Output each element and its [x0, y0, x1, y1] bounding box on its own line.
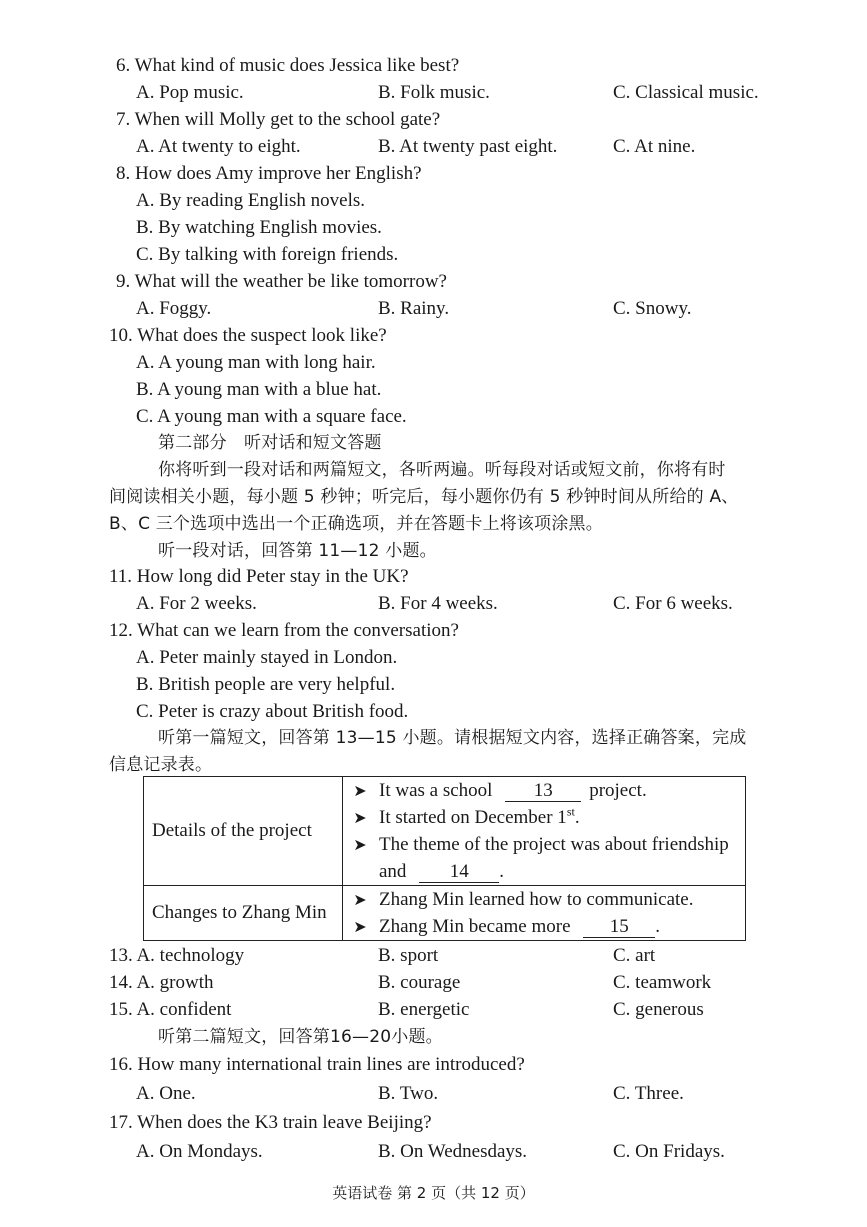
line-text: . — [499, 861, 504, 882]
question-6-stem: 6. What kind of music does Jessica like best? — [116, 55, 460, 76]
section-2-instructions-line-2: 间阅读相关小题，每小题 5 秒钟；听完后，每小题你仍有 5 秒钟时间从所给的 A、 — [109, 487, 739, 507]
question-14-option-c: C. teamwork — [613, 972, 712, 993]
question-6-option-c: C. Classical music. — [613, 82, 759, 103]
question-17-option-c: C. On Fridays. — [613, 1141, 725, 1162]
section-2-instructions-line-3: B、C 三个选项中选出一个正确选项，并在答题卡上将该项涂黑。 — [109, 514, 603, 534]
question-11-option-c: C. For 6 weeks. — [613, 593, 733, 614]
question-7-stem: 7. When will Molly get to the school gate? — [116, 109, 441, 130]
question-11-option-a: A. For 2 weeks. — [136, 593, 257, 614]
question-15-option-b: B. energetic — [378, 999, 470, 1020]
question-9-stem: 9. What will the weather be like tomorrow? — [116, 271, 447, 292]
question-8-stem: 8. How does Amy improve her English? — [116, 163, 422, 184]
arrowhead-bullet-icon: ➤ — [353, 808, 367, 827]
line-text: The theme of the project was about friendship — [379, 834, 729, 855]
question-12-option-c: C. Peter is crazy about British food. — [136, 701, 409, 722]
question-12-option-b: B. British people are very helpful. — [136, 674, 396, 695]
question-8-option-c: C. By talking with foreign friends. — [136, 244, 399, 265]
blank-15: 15 — [583, 917, 655, 938]
ordinal-suffix: st — [566, 804, 575, 819]
dialog-intro: 听一段对话，回答第 11—12 小题。 — [158, 541, 437, 561]
table-row — [144, 777, 746, 886]
question-13-option-a: 13. A. technology — [109, 945, 245, 966]
question-14-option-a: 14. A. growth — [109, 972, 214, 993]
question-7-option-a: A. At twenty to eight. — [136, 136, 301, 157]
question-8-option-a: A. By reading English novels. — [136, 190, 366, 211]
table-line — [343, 886, 745, 913]
question-8-option-b: B. By watching English movies. — [136, 217, 382, 238]
question-12-option-a: A. Peter mainly stayed in London. — [136, 647, 398, 668]
question-17-stem: 17. When does the K3 train leave Beijing? — [109, 1112, 432, 1133]
row-2-label: Changes to Zhang Min — [144, 886, 343, 941]
question-6-option-b: B. Folk music. — [378, 82, 490, 103]
question-6-option-a: A. Pop music. — [136, 82, 244, 103]
question-14-option-b: B. courage — [378, 972, 461, 993]
row-2-content — [343, 886, 746, 941]
passage-1-intro-line-1: 听第一篇短文，回答第 13—15 小题。请根据短文内容，选择正确答案，完成 — [158, 728, 747, 748]
table-line — [343, 777, 745, 804]
section-2-heading: 第二部分 听对话和短文答题 — [158, 433, 382, 453]
question-17-option-b: B. On Wednesdays. — [378, 1141, 528, 1162]
line-text: . — [655, 916, 661, 937]
passage-1-intro-line-2: 信息记录表。 — [109, 755, 213, 775]
table-line — [343, 858, 745, 885]
question-17-option-a: A. On Mondays. — [136, 1141, 263, 1162]
line-text: It started on December 1 — [379, 807, 567, 828]
question-10-option-b: B. A young man with a blue hat. — [136, 379, 382, 400]
section-2-instructions-line-1: 你将听到一段对话和两篇短文，各听两遍。听每段对话或短文前，你将有时 — [158, 460, 726, 480]
question-9-option-a: A. Foggy. — [136, 298, 212, 319]
row-1-content — [343, 777, 746, 886]
question-11-option-b: B. For 4 weeks. — [378, 593, 498, 614]
row-1-label: Details of the project — [144, 777, 343, 886]
passage-2-intro: 听第二篇短文，回答第16—20小题。 — [158, 1027, 443, 1047]
question-16-option-c: C. Three. — [613, 1083, 684, 1104]
question-16-stem: 16. How many international train lines are introduced? — [109, 1054, 525, 1075]
question-15-option-a: 15. A. confident — [109, 999, 232, 1020]
question-10-option-c: C. A young man with a square face. — [136, 406, 407, 427]
line-text: . — [574, 807, 580, 828]
question-7-option-b: B. At twenty past eight. — [378, 136, 558, 157]
question-10-stem: 10. What does the suspect look like? — [109, 325, 387, 346]
question-12-stem: 12. What can we learn from the conversation? — [109, 620, 459, 641]
question-16-option-b: B. Two. — [378, 1083, 439, 1104]
line-text: It was a school — [379, 780, 493, 801]
line-text: project. — [589, 780, 647, 801]
information-record-table — [143, 776, 746, 941]
question-9-option-c: C. Snowy. — [613, 298, 692, 319]
table-line — [343, 804, 745, 831]
page-footer: 英语试卷 第 2 页（共 12 页） — [332, 1184, 535, 1202]
arrowhead-bullet-icon: ➤ — [353, 917, 367, 936]
question-11-stem: 11. How long did Peter stay in the UK? — [109, 566, 409, 587]
arrowhead-bullet-icon: ➤ — [353, 835, 367, 854]
question-13-option-b: B. sport — [378, 945, 439, 966]
question-13-option-c: C. art — [613, 945, 656, 966]
question-7-option-c: C. At nine. — [613, 136, 696, 157]
question-15-option-c: C. generous — [613, 999, 704, 1020]
question-10-option-a: A. A young man with long hair. — [136, 352, 376, 373]
question-9-option-b: B. Rainy. — [378, 298, 450, 319]
question-16-option-a: A. One. — [136, 1083, 196, 1104]
line-text: and — [379, 861, 407, 882]
table-row — [144, 886, 746, 941]
table-line — [343, 913, 745, 940]
blank-14: 14 — [419, 862, 499, 883]
table-line — [343, 831, 745, 858]
line-text: Zhang Min learned how to communicate. — [379, 889, 694, 910]
arrowhead-bullet-icon: ➤ — [353, 781, 367, 800]
arrowhead-bullet-icon: ➤ — [353, 890, 367, 909]
blank-13: 13 — [505, 781, 581, 802]
line-text: Zhang Min became more — [379, 916, 571, 937]
